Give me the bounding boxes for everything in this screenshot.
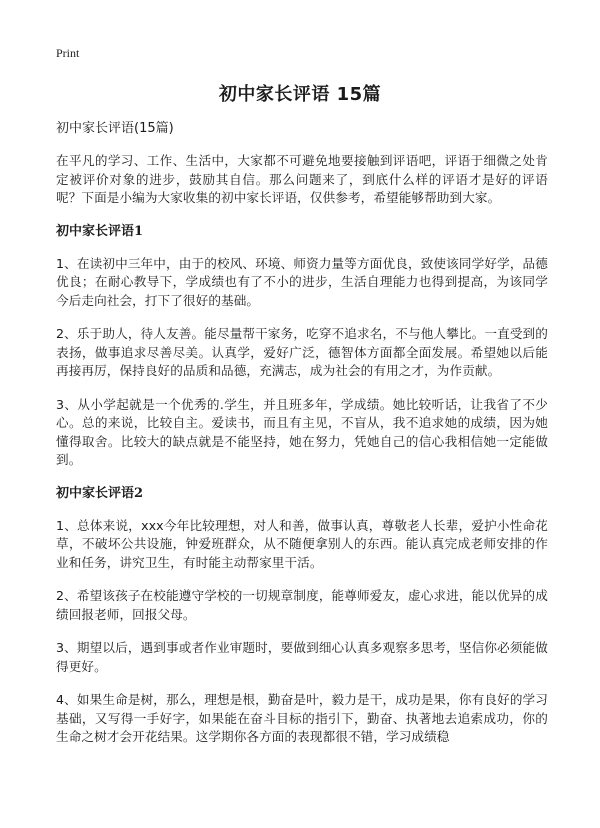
section-1-paragraph-3: 3、从小学起就是一个优秀的.学生，并且班多年，学成绩。她比较听话，让我省了不少心。总的来说，比较自主。爱读书，而且有主见，不盲从，我不追求她的成绩，因为她懂得取舍。比较大的缺点就是不能坚持，她在努力，凭她自己的信心我相信她一定能做到。 — [56, 396, 548, 467]
document-subtitle: 初中家长评语(15篇) — [56, 121, 174, 136]
section-1-paragraph-2: 2、乐于助人，待人友善。能尽量帮干家务，吃穿不追求名，不与他人攀比。一直受到的表扬，做事追求尽善尽美。认真学，爱好广泛，德智体方面都全面发展。希望她以后能再接再厉，保持良好的品质和品德，充满志，成为社会的有用之才，为作贡献。 — [56, 326, 548, 378]
document-body — [56, 120, 548, 762]
section-heading-1: 初中家长评语1 — [56, 223, 144, 239]
section-2-paragraph-2: 2、希望该孩子在校能遵守学校的一切规章制度，能尊师爱友，虚心求进，能以优异的成绩回报老师，回报父母。 — [56, 588, 548, 622]
intro-paragraph: 在平凡的学习、工作、生活中，大家都不可避免地要接触到评语吧，评语于细微之处肯定被评价对象的进步，鼓励其自信。那么问题来了，到底什么样的评语才是好的评语呢？下面是小编为大家收集的初中家长评语，仅供参考，希望能够帮助到大家。 — [56, 153, 548, 205]
section-2-paragraph-4: 4、如果生命是树，那么，理想是根，勤奋是叶，毅力是干，成功是果，你有良好的学习基础，又写得一手好字，如果能在奋斗目标的指引下，勤奋、执著地去追索成功，你的生命之树才会开花结果。这学期你各方面的表现都很不错，学习成绩稳 — [56, 692, 548, 744]
section-heading-2: 初中家长评语2 — [56, 485, 144, 501]
section-1-paragraph-1: 1、在读初中三年中，由于的校风、环境、师资力量等方面优良，致使该同学好学，品德优良；在耐心教导下，学成绩也有了不小的进步，生活自理能力也得到提高，为该同学今后走向社会，打下了很好的基础。 — [56, 255, 548, 308]
print-link[interactable]: Print — [56, 46, 80, 60]
page-title: 初中家长评语 15篇 — [218, 84, 382, 105]
section-2-paragraph-3: 3、期望以后，遇到事或者作业审题时，要做到细心认真多观察多思考，坚信你必须能做得更好。 — [56, 640, 548, 674]
section-2-paragraph-1: 1、总体来说，xxx今年比较理想，对人和善，做事认真，尊敬老人长辈，爱护小性命花草，不破坏公共设施，钟爱班群众，从不随便拿别人的东西。能认真完成老师安排的作业和任务，讲究卫生，有时能主动帮家里干活。 — [56, 517, 548, 570]
